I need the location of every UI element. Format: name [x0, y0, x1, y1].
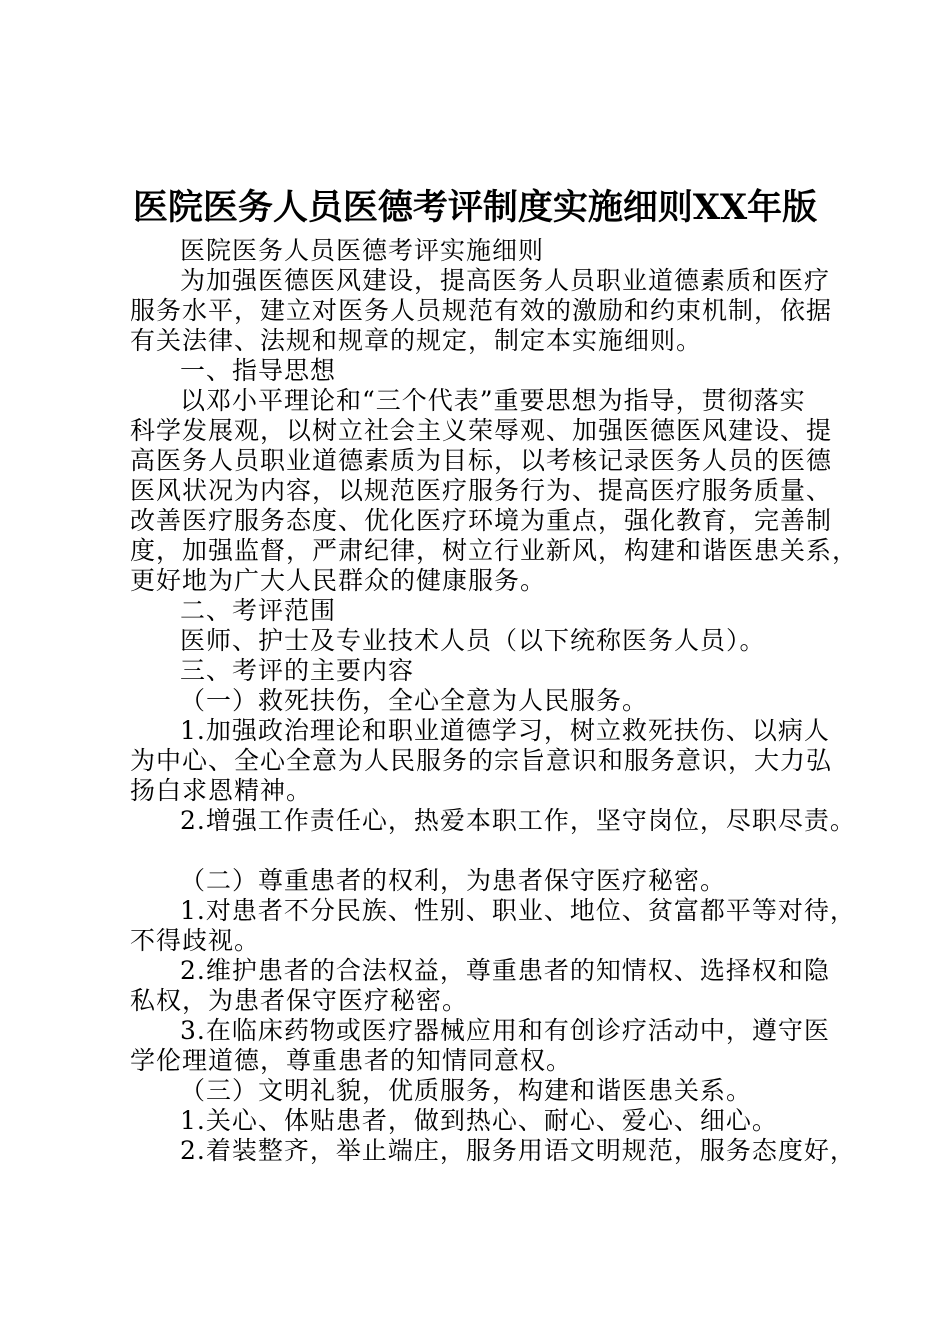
body-line: （一）救死扶伤，全心全意为人民服务。: [180, 686, 649, 715]
document-body: [130, 236, 860, 1166]
body-line: 一、指导思想: [180, 356, 337, 385]
body-line: 有关法律、法规和规章的规定，制定本实施细则。: [130, 326, 703, 355]
body-line: 2.维护患者的合法权益，尊重患者的知情权、选择权和隐: [180, 956, 830, 985]
blank-line: [130, 836, 860, 866]
body-line: 医风状况为内容，以规范医疗服务行为、提高医疗服务质量、: [130, 476, 833, 505]
body-line: 为中心、全心全意为人民服务的宗旨意识和服务意识，大力弘: [130, 746, 833, 775]
body-line: 高医务人员职业道德素质为目标，以考核记录医务人员的医德: [130, 446, 833, 475]
body-line: 1.加强政治理论和职业道德学习，树立救死扶伤、以病人: [180, 716, 830, 745]
body-line: 改善医疗服务态度、优化医疗环境为重点，强化教育，完善制: [130, 506, 833, 535]
document-title: 医院医务人员医德考评制度实施细则XX年版: [132, 187, 818, 228]
body-line: 二、考评范围: [180, 596, 337, 625]
body-line: 2.增强工作责任心，热爱本职工作，坚守岗位，尽职尽责。: [180, 806, 856, 835]
body-line: 度，加强监督，严肃纪律，树立行业新风，构建和谐医患关系，: [130, 536, 859, 565]
body-line: 不得歧视。: [130, 926, 261, 955]
body-line: 医院医务人员医德考评实施细则: [180, 236, 545, 265]
body-line: 1.对患者不分民族、性别、职业、地位、贫富都平等对待，: [180, 896, 856, 925]
body-line: （三）文明礼貌，优质服务，构建和谐医患关系。: [180, 1076, 753, 1105]
body-line: 私权，为患者保守医疗秘密。: [130, 986, 469, 1015]
body-line: 三、考评的主要内容: [180, 656, 415, 685]
body-line: 扬白求恩精神。: [130, 776, 313, 805]
body-line: 为加强医德医风建设，提高医务人员职业道德素质和医疗: [180, 266, 831, 295]
body-line: 更好地为广大人民群众的健康服务。: [130, 566, 547, 595]
body-line: 3.在临床药物或医疗器械应用和有创诊疗活动中，遵守医: [180, 1016, 830, 1045]
body-line: 以邓小平理论和“三个代表”重要思想为指导，贯彻落实: [180, 386, 806, 415]
body-line: （二）尊重患者的权利，为患者保守医疗秘密。: [180, 866, 727, 895]
body-line: 1.关心、体贴患者，做到热心、耐心、爱心、细心。: [180, 1106, 778, 1135]
body-line: 服务水平，建立对医务人员规范有效的激励和约束机制，依据: [130, 296, 833, 325]
body-line: 科学发展观，以树立社会主义荣辱观、加强医德医风建设、提: [130, 416, 833, 445]
body-line: 医师、护士及专业技术人员（以下统称医务人员）。: [180, 626, 766, 655]
body-line: 2.着装整齐，举止端庄，服务用语文明规范，服务态度好，: [180, 1136, 856, 1165]
body-line: 学伦理道德，尊重患者的知情同意权。: [130, 1046, 573, 1075]
